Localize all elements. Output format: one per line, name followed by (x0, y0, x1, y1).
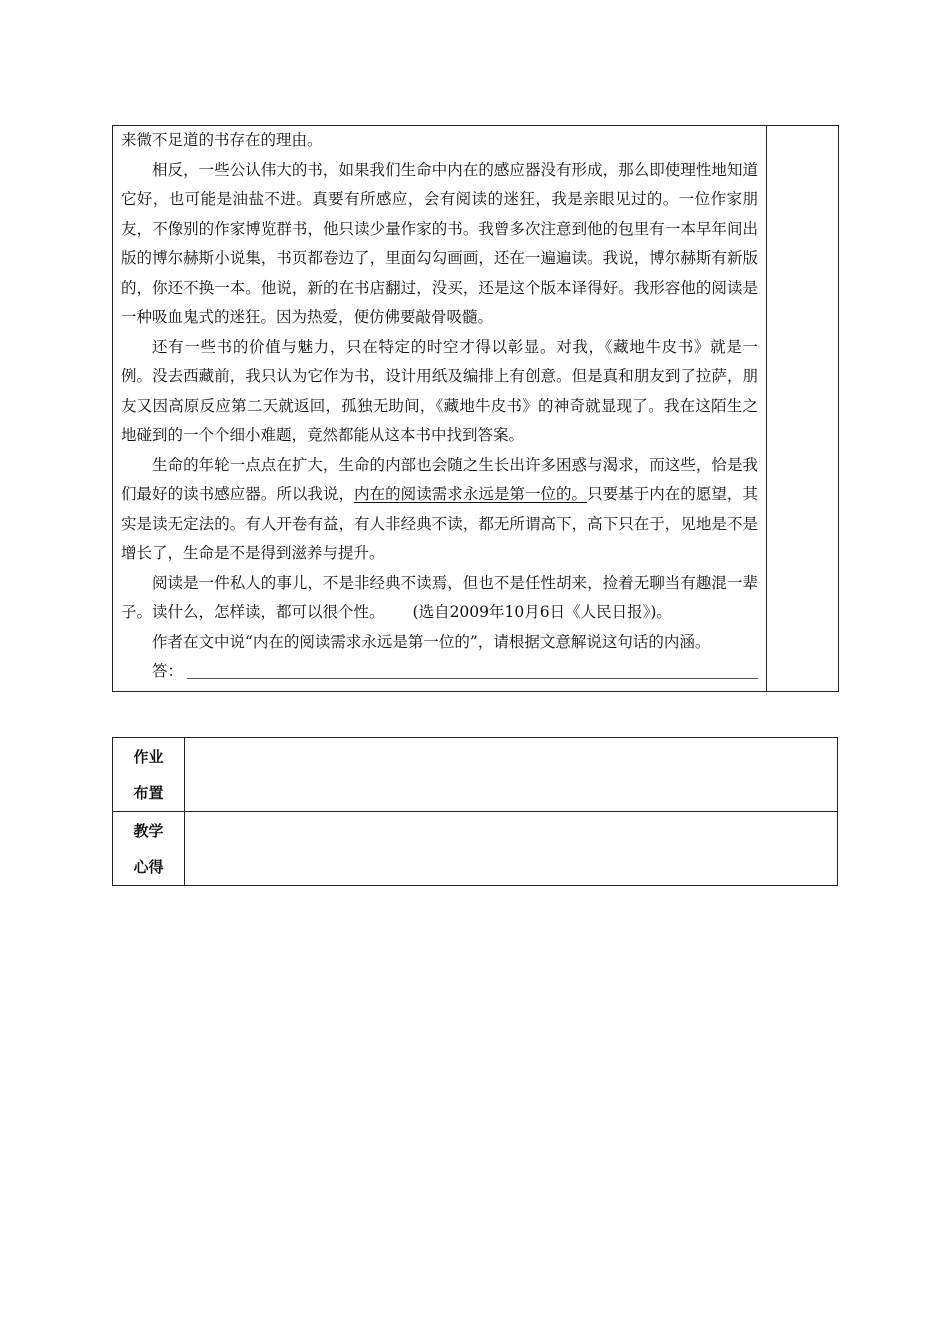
reflection-content-cell[interactable] (185, 812, 838, 886)
homework-label-cell (113, 738, 185, 812)
paragraph-3 (121, 451, 758, 569)
reflection-label-line1: 教学 (133, 822, 164, 840)
paragraph-3-part-b: 只要基于内在的愿望，其实是读无定法的。有人开卷有益，有人非经典不读，都无所谓高下，高下只在于，见地是不是增长了，生命是不是得到滋养与提升。 (121, 485, 758, 562)
key-sentence: 内在的阅读需求永远是第一位的。 (354, 485, 588, 503)
paragraph-4-text: 阅读是一件私人的事儿，不是非经典不读焉，但也不是任性胡来，捡着无聊当有趣混一辈子。读什么，怎样读，都可以很个性。 (121, 573, 758, 621)
paragraph-4 (121, 569, 758, 628)
side-column-cell (767, 126, 839, 692)
homework-label-line1: 作业 (133, 748, 164, 766)
passage-text (113, 126, 766, 691)
homework-content-cell[interactable] (185, 738, 838, 812)
answer-blank[interactable] (187, 664, 758, 679)
source-citation: (选自2009年10月6日《人民日报》)。 (412, 603, 672, 621)
question-text: 作者在文中说“内在的阅读需求永远是第一位的”，请根据文意解说这句话的内涵。 (152, 632, 711, 651)
homework-label-line2: 布置 (133, 784, 164, 802)
answer-line (121, 657, 758, 687)
passage-line-0: 来微不足道的书存在的理由。 (121, 131, 323, 149)
passage-cell (113, 126, 767, 692)
paragraph-2: 还有一些书的价值与魅力，只在特定的时空才得以彰显。对我，《藏地牛皮书》就是一例。没去西藏前，我只认为它作为书，设计用纸及编排上有创意。但是真和朋友到了拉萨，朋友又因高原反应第二天就返回，孤独无助间，《藏地牛皮书》的神奇就显现了。我在这陌生之地碰到的一个个细小难题，竟然都能从这本书中找到答案。 (121, 337, 758, 444)
reflection-label-cell (113, 812, 185, 886)
paragraph-1: 相反，一些公认伟大的书，如果我们生命中内在的感应器没有形成，那么即使理性地知道它好，也可能是油盐不进。真要有所感应，会有阅读的迷狂，我是亲眼见过的。一位作家朋友，不像别的作家博览群书，他只读少量作家的书。我曾多次注意到他的包里有一本早年间出版的博尔赫斯小说集，书页都卷边了，里面勾勾画画，还在一遍遍读。我说，博尔赫斯有新版的，你还不换一本。他说，新的在书店翻过，没买，还是这个版本译得好。我形容他的阅读是一种吸血鬼式的迷狂。因为热爱，便仿佛要敲骨吸髓。 (121, 160, 758, 326)
reflection-label-line2: 心得 (133, 858, 164, 876)
bottom-table (112, 737, 838, 886)
answer-label: 答： (152, 662, 184, 680)
paragraph-3-part-a: 生命的年轮一点点在扩大，生命的内部也会随之生长出许多困惑与渴求，而这些，恰是我们最好的读书感应器。所以我说， (121, 455, 758, 503)
worksheet-table (112, 125, 839, 692)
